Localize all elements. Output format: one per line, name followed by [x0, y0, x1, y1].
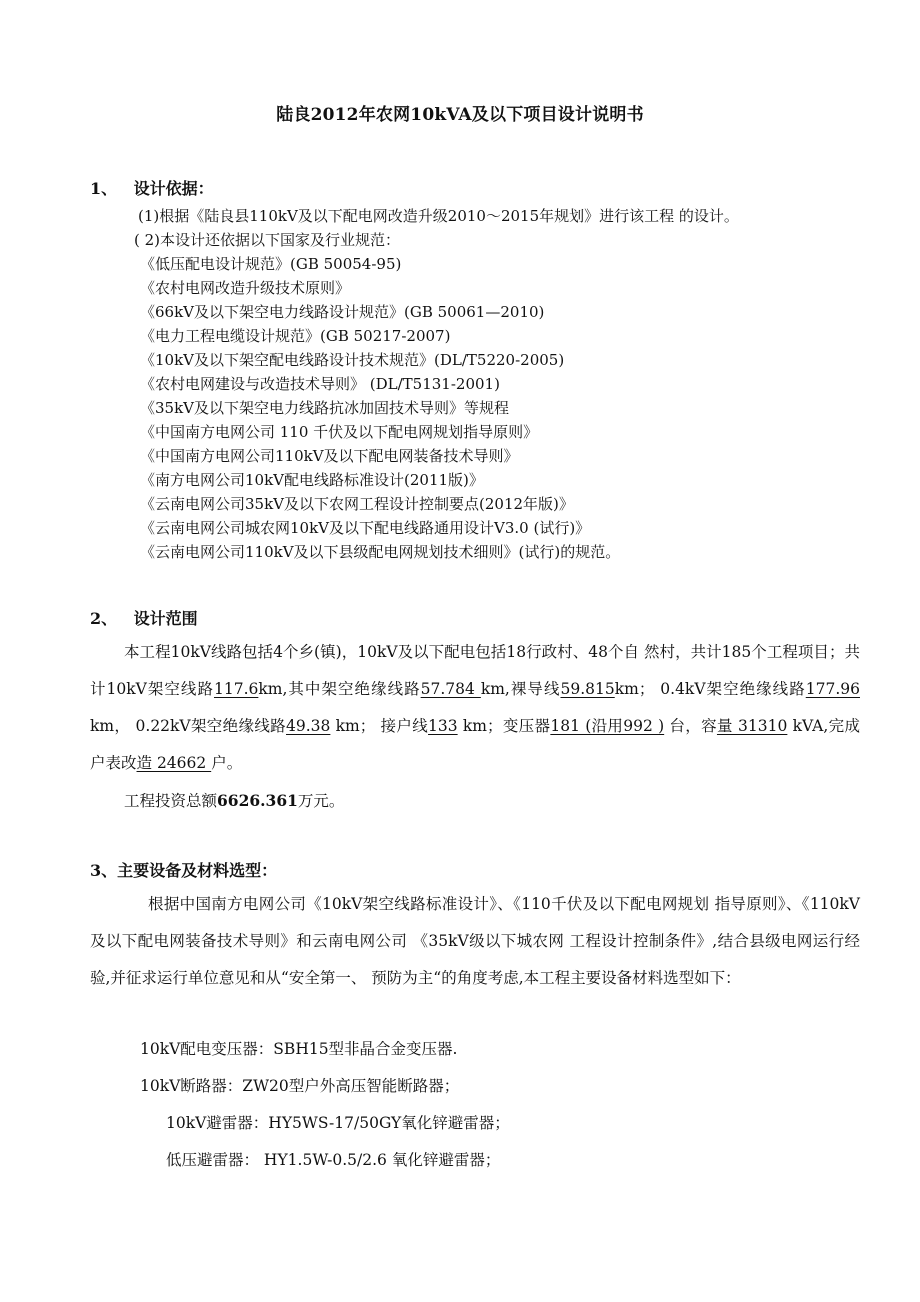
- transformer-count: 181 (沿用992 ): [550, 717, 665, 735]
- basis-line-1: (1)根据《陆良县110kV及以下配电网改造升级2010～2015年规划》进行该工程 的设计。: [138, 207, 739, 225]
- investment-label: 工程投资总额: [124, 792, 218, 810]
- standard-item: 《云南电网公司110kV及以下县级配电网规划技术细则》(试行)的规范。: [140, 543, 621, 561]
- equipment-item: 10kV断路器：ZW20型户外高压智能断路器；: [140, 1077, 460, 1095]
- scope-text: km； 接户线: [330, 717, 429, 735]
- scope-text: 台，容: [664, 717, 717, 735]
- scope-text: km；变压器: [457, 717, 551, 735]
- standard-item: 《66kV及以下架空电力线路设计规范》(GB 50061—2010): [140, 303, 545, 321]
- standard-item: 《电力工程电缆设计规范》(GB 50217-2007): [140, 327, 451, 345]
- standard-item: 《南方电网公司10kV配电线路标准设计(2011版)》: [140, 471, 484, 489]
- standard-item: 《云南电网公司35kV及以下农网工程设计控制要点(2012年版)》: [140, 495, 574, 513]
- scope-text: kVA,完成户表改: [90, 717, 860, 772]
- basis-line-2: ( 2)本设计还依据以下国家及行业规范：: [134, 231, 401, 249]
- section-1-title: 设计依据：: [133, 179, 214, 198]
- scope-text: 本工程10kV线路包括4个乡(镇)，10kV及以下配电包括18行政村、48个自 然村，共计185个工程项目；共计10kV架空线路: [90, 643, 860, 698]
- equipment-intro: 根据中国南方电网公司《10kV架空线路标准设计》、《110千伏及以下配电网规划 指导原则》、《110kV及以下配电网装备技术导则》和云南电网公司 《35kV级以下城农网 工程设计控制条件》,结合县级电网运行经验,并征求运行单位意见和从“安全第一、 预防为主“的角度考虑,本工程主要设备材料选型如下：: [90, 895, 860, 987]
- section-2-heading: [90, 606, 198, 629]
- scope-text: 户。: [211, 754, 243, 772]
- investment-unit: 万元。: [297, 792, 345, 810]
- overhead-line-length: 117.6: [213, 680, 259, 698]
- section-3-heading: 3、主要设备及材料选型：: [90, 861, 278, 880]
- section-1-number: 1、: [90, 179, 118, 198]
- equipment-item: 10kV避雷器：HY5WS-17/50GY氧化锌避雷器；: [166, 1114, 510, 1132]
- standard-item: 《农村电网改造升级技术原则》: [140, 279, 351, 297]
- bare-conductor-length: 59.815: [560, 680, 615, 698]
- meter-count: 造 24662: [136, 754, 212, 772]
- scope-paragraph: [90, 634, 860, 782]
- scope-text: km,其中架空绝缘线路: [258, 680, 421, 698]
- line-04kv-length: 177.96: [805, 680, 860, 698]
- scope-text: km； 0.4kV架空绝缘线路: [614, 680, 806, 698]
- line-022kv-length: 49.38: [286, 717, 331, 735]
- standard-item: 《农村电网建设与改造技术导则》 (DL/T5131-2001): [140, 375, 500, 393]
- standard-item: 《中国南方电网公司110kV及以下配电网装备技术导则》: [140, 447, 519, 465]
- standard-item: 《低压配电设计规范》(GB 50054-95): [140, 255, 402, 273]
- equipment-item: 10kV配电变压器：SBH15型非晶合金变压器.: [140, 1040, 458, 1058]
- investment-value: 6626.361: [217, 791, 298, 810]
- investment-paragraph: [90, 782, 860, 820]
- standard-item: 《云南电网公司城农网10kV及以下配电线路通用设计V3.0 (试行)》: [140, 519, 591, 537]
- service-line-length: 133: [428, 717, 458, 735]
- standard-item: 《35kV及以下架空电力线路抗冰加固技术导则》等规程: [140, 399, 510, 417]
- standard-item: 《10kV及以下架空配电线路设计技术规范》(DL/T5220-2005): [140, 351, 565, 369]
- document-title: 陆良2012年农网10kVA及以下项目设计说明书: [276, 105, 644, 125]
- scope-text: km,裸导线: [480, 680, 561, 698]
- standard-item: 《中国南方电网公司 110 千伏及以下配电网规划指导原则》: [140, 423, 539, 441]
- equipment-item: 低压避雷器： HY1.5W-0.5/2.6 氧化锌避雷器；: [166, 1151, 501, 1169]
- capacity-value: 量 31310: [716, 717, 788, 735]
- section-1-heading: [90, 176, 214, 199]
- scope-text: km， 0.22kV架空绝缘线路: [90, 717, 287, 735]
- section-2-number: 2、: [90, 609, 118, 628]
- insulated-line-length: 57.784: [420, 680, 481, 698]
- section-2-title: 设计范围: [133, 609, 198, 628]
